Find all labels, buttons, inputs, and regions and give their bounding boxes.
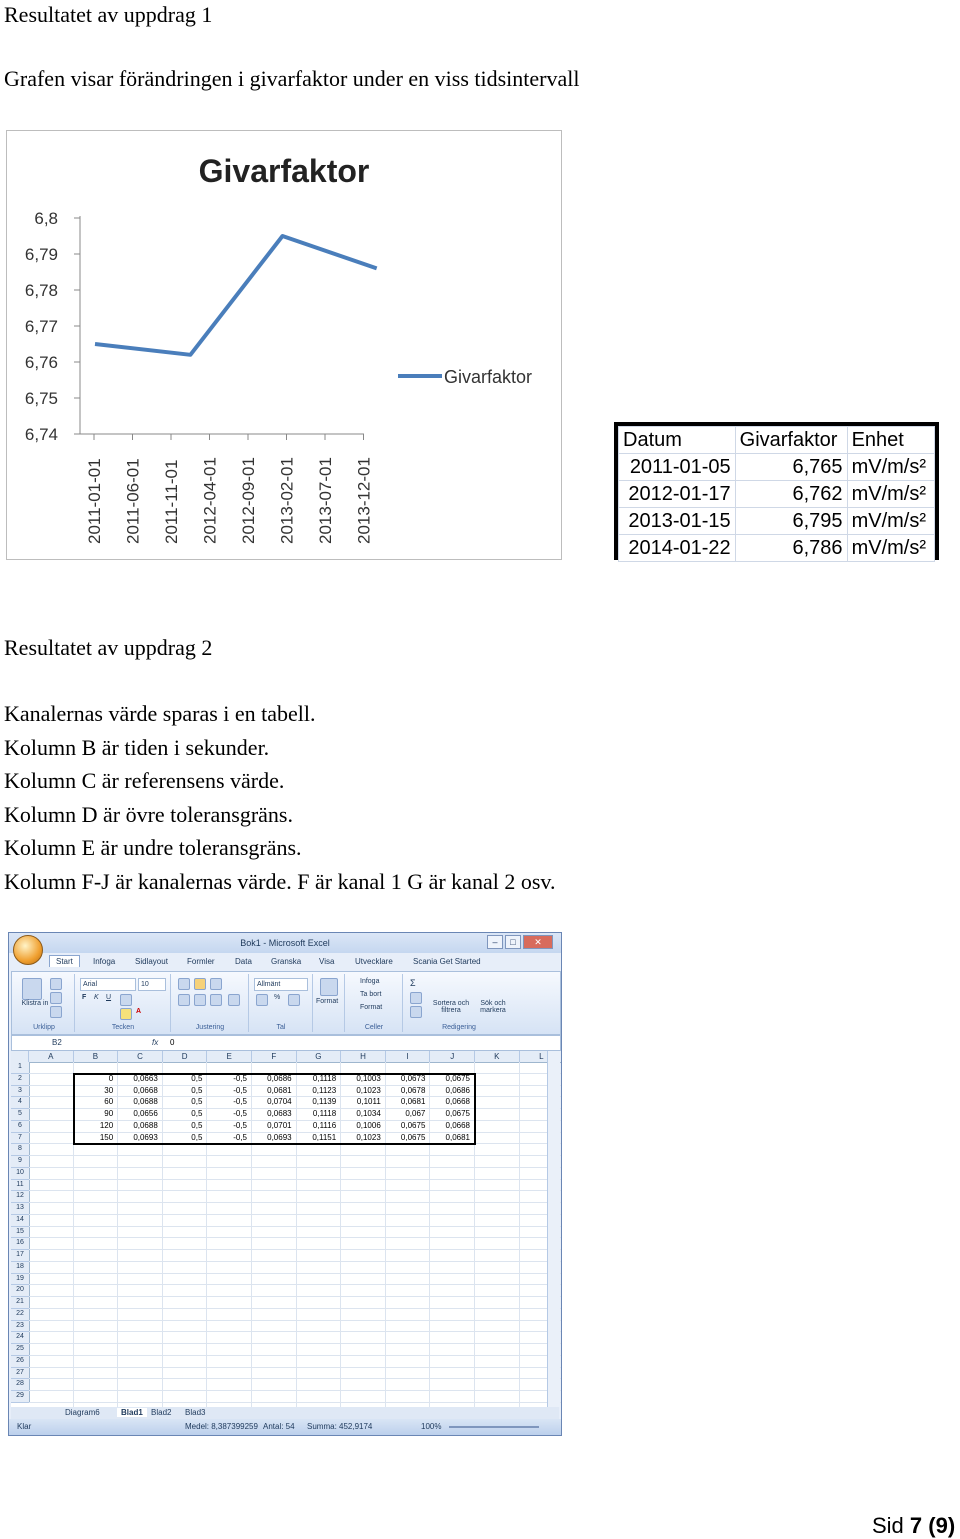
- table-cell[interactable]: -0,5: [233, 1132, 247, 1142]
- paragraph-line: Kanalernas värde sparas i en tabell.: [4, 701, 316, 726]
- gridline: [29, 1226, 562, 1227]
- table-cell[interactable]: 0,1139: [312, 1097, 337, 1107]
- gridline: [29, 1390, 562, 1391]
- font-size-select[interactable]: 10: [138, 978, 166, 991]
- page-current: 7: [909, 1513, 923, 1538]
- sheet-tabs: [11, 1407, 559, 1419]
- table-cell[interactable]: 0,0675: [445, 1109, 470, 1118]
- tab-start[interactable]: Start: [49, 955, 80, 967]
- table-cell[interactable]: 0,0681: [400, 1097, 426, 1107]
- row-header[interactable]: 1: [11, 1062, 30, 1074]
- page-prefix: Sid: [872, 1513, 910, 1538]
- styles-icon[interactable]: [320, 978, 338, 996]
- y-tick-label: 6,74: [24, 425, 58, 444]
- row-header[interactable]: 17: [11, 1250, 30, 1262]
- graph-description: Grafen visar förändringen i givarfaktor under en viss tidsintervall: [4, 66, 580, 91]
- spreadsheet-grid[interactable]: [11, 1051, 547, 1407]
- find-select-button[interactable]: Sök och markera: [480, 1000, 506, 1014]
- align-middle-icon[interactable]: [194, 978, 206, 990]
- status-sum: Summa: 452,9174: [307, 1422, 373, 1431]
- italic-icon[interactable]: K: [94, 994, 99, 1001]
- table-header: Datum: [619, 427, 736, 454]
- paste-button[interactable]: Klistra in: [21, 1000, 49, 1007]
- row-header[interactable]: 6: [11, 1121, 30, 1133]
- table-cell[interactable]: 0,5: [191, 1073, 203, 1083]
- y-tick-label: 6,76: [24, 353, 58, 372]
- table-cell[interactable]: 0,0693: [267, 1132, 292, 1142]
- table-cell[interactable]: 0,0675: [400, 1132, 426, 1142]
- group-format: [314, 974, 345, 1032]
- table-cell[interactable]: 0,0686: [445, 1085, 470, 1095]
- paragraph-line: Kolumn C är referensens värde.: [4, 768, 285, 793]
- align-bottom-icon[interactable]: [210, 978, 222, 990]
- table-cell: 6,795: [735, 508, 847, 535]
- ribbon: [11, 971, 561, 1035]
- row-header[interactable]: 29: [11, 1391, 30, 1403]
- x-tick-label: 2011-11-01: [162, 459, 181, 544]
- heading-result2: Resultatet av uppdrag 2: [4, 635, 213, 660]
- givarfaktor-chart: [6, 130, 562, 560]
- table-cell[interactable]: 0,0681: [445, 1132, 470, 1142]
- row-header[interactable]: 2: [11, 1074, 30, 1086]
- table-cell[interactable]: 0,1003: [356, 1073, 381, 1083]
- row-header[interactable]: 19: [11, 1274, 30, 1286]
- table-cell[interactable]: 0: [108, 1073, 114, 1083]
- gridline: [29, 1155, 562, 1156]
- table-cell[interactable]: -0,5: [233, 1109, 247, 1118]
- row-header[interactable]: 4: [11, 1097, 30, 1109]
- column-header[interactable]: A: [29, 1051, 74, 1063]
- zoom-slider[interactable]: [449, 1426, 539, 1428]
- row-header[interactable]: 14: [11, 1215, 30, 1227]
- table-cell[interactable]: 0,0656: [133, 1109, 158, 1118]
- y-tick-label: 6,78: [24, 281, 58, 300]
- group-label: Justering: [195, 1024, 225, 1031]
- table-cell[interactable]: 60: [104, 1097, 114, 1107]
- table-cell[interactable]: -0,5: [233, 1073, 247, 1083]
- paste-icon[interactable]: [22, 978, 42, 1000]
- gridline: [29, 1378, 562, 1379]
- table-cell[interactable]: 0,5: [191, 1120, 203, 1130]
- gridline: [29, 1249, 562, 1250]
- gridline: [29, 1320, 562, 1321]
- column-header[interactable]: J: [430, 1051, 475, 1063]
- excel-title: Bok1 - Microsoft Excel: [240, 938, 330, 948]
- status-count: Antal: 54: [263, 1422, 295, 1431]
- table-cell[interactable]: 120: [99, 1120, 114, 1130]
- table-cell[interactable]: 0,067: [405, 1109, 426, 1118]
- table-cell[interactable]: 0,0688: [133, 1120, 158, 1130]
- tab-infoga[interactable]: Infoga: [93, 957, 116, 966]
- align-right-icon[interactable]: [210, 994, 222, 1006]
- row-header[interactable]: 18: [11, 1262, 30, 1274]
- sheet-tab-blad3[interactable]: Blad3: [185, 1408, 206, 1417]
- fill-color-icon[interactable]: [120, 1008, 132, 1020]
- merge-icon[interactable]: [228, 994, 240, 1006]
- table-cell: 2014-01-22: [619, 535, 736, 562]
- table-cell: 6,765: [735, 454, 847, 481]
- x-tick-label: 2013-07-01: [316, 457, 335, 544]
- table-cell[interactable]: 0,1023: [356, 1132, 381, 1142]
- borders-icon[interactable]: [120, 994, 132, 1006]
- column-header[interactable]: F: [252, 1051, 297, 1063]
- table-cell[interactable]: -0,5: [233, 1097, 247, 1107]
- gridline: [29, 1214, 562, 1215]
- table-cell[interactable]: 0,5: [191, 1085, 203, 1095]
- table-cell: 2011-01-05: [619, 454, 736, 481]
- table-cell[interactable]: 150: [99, 1132, 114, 1142]
- x-tick-label: 2013-12-01: [354, 457, 374, 544]
- table-cell[interactable]: 0,1123: [312, 1085, 337, 1095]
- table-cell[interactable]: 0,1023: [356, 1085, 381, 1095]
- row-header[interactable]: 23: [11, 1321, 30, 1333]
- tab-scania-get-started[interactable]: Scania Get Started: [413, 957, 481, 966]
- group-celler: [346, 974, 403, 1032]
- x-tick-label: 2011-01-01: [85, 458, 104, 544]
- group-urklipp: [14, 974, 75, 1032]
- table-cell[interactable]: 0,0681: [267, 1085, 292, 1095]
- column-header[interactable]: G: [297, 1051, 342, 1063]
- row-header[interactable]: 3: [11, 1086, 30, 1098]
- y-tick-label: 6,77: [24, 317, 58, 336]
- gridline: [29, 1308, 562, 1309]
- paragraph-line: Kolumn D är övre toleransgräns.: [4, 802, 293, 827]
- ribbon-tabs: [9, 955, 561, 971]
- tab-data[interactable]: Data: [235, 957, 252, 966]
- table-cell[interactable]: 0,0668: [445, 1120, 470, 1130]
- gridline: [29, 1331, 562, 1332]
- gridline: [29, 1355, 562, 1356]
- table-cell[interactable]: 0,1118: [312, 1109, 337, 1118]
- x-tick-label: 2011-06-01: [123, 458, 143, 544]
- insert-cells-button[interactable]: Infoga: [360, 978, 380, 985]
- zoom-level: 100%: [421, 1422, 442, 1431]
- table-cell: mV/m/s²: [847, 535, 934, 562]
- gridline: [29, 1343, 562, 1344]
- row-header[interactable]: 11: [11, 1180, 30, 1192]
- close-button[interactable]: ✕: [523, 935, 553, 949]
- percent-icon[interactable]: %: [274, 994, 281, 1001]
- delete-cells-button[interactable]: Ta bort: [360, 991, 382, 998]
- table-cell: 2013-01-15: [619, 508, 736, 535]
- format-button[interactable]: Format: [316, 998, 339, 1005]
- gridline: [29, 1179, 562, 1180]
- gridline: [29, 1167, 562, 1168]
- table-cell[interactable]: 0,0686: [267, 1073, 292, 1083]
- gridline: [29, 1261, 562, 1262]
- table-cell[interactable]: 0,1034: [356, 1109, 381, 1118]
- table-cell[interactable]: 0,0704: [267, 1097, 292, 1107]
- group-label: Redigering: [442, 1024, 476, 1031]
- maximize-button[interactable]: □: [505, 935, 521, 949]
- x-tick-label: 2012-09-01: [239, 457, 258, 544]
- table-cell[interactable]: 0,1011: [356, 1097, 381, 1107]
- gridline: [29, 1202, 562, 1203]
- table-header: Givarfaktor: [735, 427, 847, 454]
- table-cell: 6,786: [735, 535, 847, 562]
- currency-icon[interactable]: [256, 994, 268, 1006]
- table-cell[interactable]: 0,5: [191, 1097, 203, 1107]
- underline-icon[interactable]: U: [106, 994, 112, 1001]
- column-header[interactable]: C: [118, 1051, 163, 1063]
- gridline: [29, 1190, 562, 1191]
- group-tecken: [76, 974, 171, 1032]
- group-label: Celler: [364, 1024, 384, 1031]
- group-justering: [172, 974, 249, 1032]
- font-name-select[interactable]: Arial: [80, 978, 136, 991]
- comma-icon[interactable]: [288, 994, 300, 1006]
- group-label: Tal: [276, 1024, 286, 1031]
- table-cell[interactable]: 0,1006: [356, 1120, 381, 1130]
- data-table: [614, 422, 939, 560]
- y-tick-label: 6,79: [24, 245, 58, 264]
- autosum-icon[interactable]: Σ: [410, 978, 416, 988]
- table-header: Enhet: [847, 427, 934, 454]
- align-left-icon[interactable]: [178, 994, 190, 1006]
- row-header[interactable]: 15: [11, 1227, 30, 1239]
- row-header[interactable]: 16: [11, 1238, 30, 1250]
- group-tal: [250, 974, 313, 1032]
- fill-icon[interactable]: [410, 992, 422, 1004]
- gridline: [29, 1284, 562, 1285]
- formula-bar: [11, 1035, 561, 1051]
- table-row: [619, 454, 935, 481]
- align-top-icon[interactable]: [178, 978, 190, 990]
- row-header[interactable]: 27: [11, 1368, 30, 1380]
- table-cell[interactable]: 0,0701: [267, 1120, 292, 1130]
- table-cell[interactable]: 0,0675: [445, 1073, 470, 1083]
- gridline: [519, 1062, 520, 1415]
- sheet-tab-diagram6[interactable]: Diagram6: [65, 1408, 100, 1417]
- paragraph-line: Kolumn B är tiden i sekunder.: [4, 735, 270, 760]
- paragraph-line: Kolumn E är undre toleransgräns.: [4, 835, 302, 860]
- column-header[interactable]: E: [207, 1051, 252, 1063]
- table-cell[interactable]: 0,5: [191, 1132, 203, 1142]
- table-cell: mV/m/s²: [847, 481, 934, 508]
- table-cell: mV/m/s²: [847, 454, 934, 481]
- table-cell[interactable]: 0,0668: [445, 1097, 470, 1107]
- x-tick-label: 2012-04-01: [200, 457, 220, 544]
- tab-visa[interactable]: Visa: [319, 957, 335, 966]
- cut-icon[interactable]: [50, 978, 62, 990]
- sheet-tab-blad1[interactable]: Blad1: [117, 1408, 147, 1417]
- minimize-button[interactable]: –: [487, 935, 503, 949]
- table-cell[interactable]: 0,1151: [312, 1132, 337, 1142]
- column-header[interactable]: K: [475, 1051, 520, 1063]
- row-header[interactable]: 10: [11, 1168, 30, 1180]
- chart-title: Givarfaktor: [198, 153, 370, 189]
- formula-input[interactable]: 0: [170, 1038, 175, 1047]
- page-number: [872, 1513, 955, 1539]
- format-cells-button[interactable]: Format: [360, 1004, 383, 1011]
- table-cell[interactable]: 0,0673: [400, 1073, 426, 1083]
- table-cell[interactable]: 90: [104, 1109, 114, 1118]
- gridline: [29, 1402, 562, 1403]
- table-cell[interactable]: 30: [104, 1085, 114, 1095]
- column-header[interactable]: D: [163, 1051, 208, 1063]
- row-header[interactable]: 7: [11, 1133, 30, 1145]
- y-tick-label: 6,75: [24, 389, 58, 408]
- status-average: Medel: 8,387399259: [185, 1422, 258, 1431]
- group-redigering: [404, 974, 514, 1032]
- tab-utvecklare[interactable]: Utvecklare: [355, 957, 393, 966]
- font-color-icon[interactable]: A: [136, 1008, 142, 1015]
- clear-icon[interactable]: [410, 1006, 422, 1018]
- table-header-row: [619, 427, 935, 454]
- table-cell: mV/m/s²: [847, 508, 934, 535]
- tab-formler[interactable]: Formler: [187, 957, 215, 966]
- row-header[interactable]: 8: [11, 1144, 30, 1156]
- table-cell[interactable]: 0,0688: [133, 1097, 158, 1107]
- row-header[interactable]: 20: [11, 1285, 30, 1297]
- column-header[interactable]: L: [520, 1051, 562, 1063]
- x-tick-label: 2013-02-01: [277, 457, 297, 544]
- name-box[interactable]: B2: [52, 1038, 62, 1047]
- gridline: [29, 1273, 562, 1274]
- row-header[interactable]: 28: [11, 1379, 30, 1391]
- table-cell[interactable]: 0,0668: [133, 1085, 158, 1095]
- row-header[interactable]: 25: [11, 1344, 30, 1356]
- table-row: [619, 481, 935, 508]
- row-header[interactable]: 9: [11, 1156, 30, 1168]
- table-cell[interactable]: 0,0683: [267, 1109, 292, 1118]
- excel-window: [8, 932, 562, 1436]
- column-header[interactable]: H: [341, 1051, 386, 1063]
- table-cell: 6,762: [735, 481, 847, 508]
- y-tick-label: 6,8: [34, 209, 58, 228]
- status-bar: [9, 1419, 561, 1435]
- table-cell[interactable]: 0,0678: [400, 1085, 426, 1095]
- table-cell[interactable]: -0,5: [233, 1120, 247, 1130]
- table-cell[interactable]: 0,0693: [133, 1132, 158, 1142]
- column-header[interactable]: B: [74, 1051, 119, 1063]
- excel-titlebar: [9, 933, 561, 953]
- table-cell[interactable]: 0,1116: [312, 1120, 337, 1130]
- group-label: Tecken: [111, 1024, 135, 1031]
- table-cell[interactable]: 0,5: [191, 1109, 203, 1118]
- row-header[interactable]: 22: [11, 1309, 30, 1321]
- vertical-scrollbar[interactable]: [547, 1051, 560, 1407]
- column-header[interactable]: I: [386, 1051, 431, 1063]
- gridline: [29, 1237, 562, 1238]
- align-center-icon[interactable]: [194, 994, 206, 1006]
- table-cell[interactable]: 0,1118: [312, 1073, 337, 1083]
- selection-range: [73, 1073, 476, 1146]
- row-header[interactable]: 5: [11, 1109, 30, 1121]
- group-label: Urklipp: [33, 1024, 55, 1031]
- bold-icon[interactable]: F: [82, 994, 87, 1001]
- number-format-select[interactable]: Allmänt: [254, 978, 308, 991]
- heading-result1: Resultatet av uppdrag 1: [4, 2, 213, 27]
- sort-filter-button[interactable]: Sortera och filtrera: [432, 1000, 470, 1014]
- row-header[interactable]: 24: [11, 1332, 30, 1344]
- status-ready: Klar: [17, 1422, 32, 1431]
- table-row: [619, 535, 935, 562]
- row-header[interactable]: 21: [11, 1297, 30, 1309]
- table-row: [619, 508, 935, 535]
- paragraph-line: Kolumn F-J är kanalernas värde. F är kanal 1 G är kanal 2 osv.: [4, 869, 556, 894]
- table-cell[interactable]: -0,5: [233, 1085, 247, 1095]
- tab-sidlayout[interactable]: Sidlayout: [135, 957, 168, 966]
- legend-label: Givarfaktor: [444, 367, 533, 387]
- table-cell: 2012-01-17: [619, 481, 736, 508]
- row-header[interactable]: 13: [11, 1203, 30, 1215]
- gridline: [29, 1296, 562, 1297]
- table-cell[interactable]: 0,0675: [400, 1120, 426, 1130]
- page-total: (9): [928, 1513, 956, 1538]
- sheet-tab-blad2[interactable]: Blad2: [151, 1408, 172, 1417]
- row-header[interactable]: 12: [11, 1191, 30, 1203]
- table-cell[interactable]: 0,0663: [133, 1073, 158, 1083]
- gridline: [29, 1367, 562, 1368]
- tab-granska[interactable]: Granska: [271, 957, 302, 966]
- fx-icon[interactable]: fx: [152, 1038, 159, 1047]
- copy-icon[interactable]: [50, 992, 62, 1004]
- row-header[interactable]: 26: [11, 1356, 30, 1368]
- format-painter-icon[interactable]: [50, 1006, 62, 1018]
